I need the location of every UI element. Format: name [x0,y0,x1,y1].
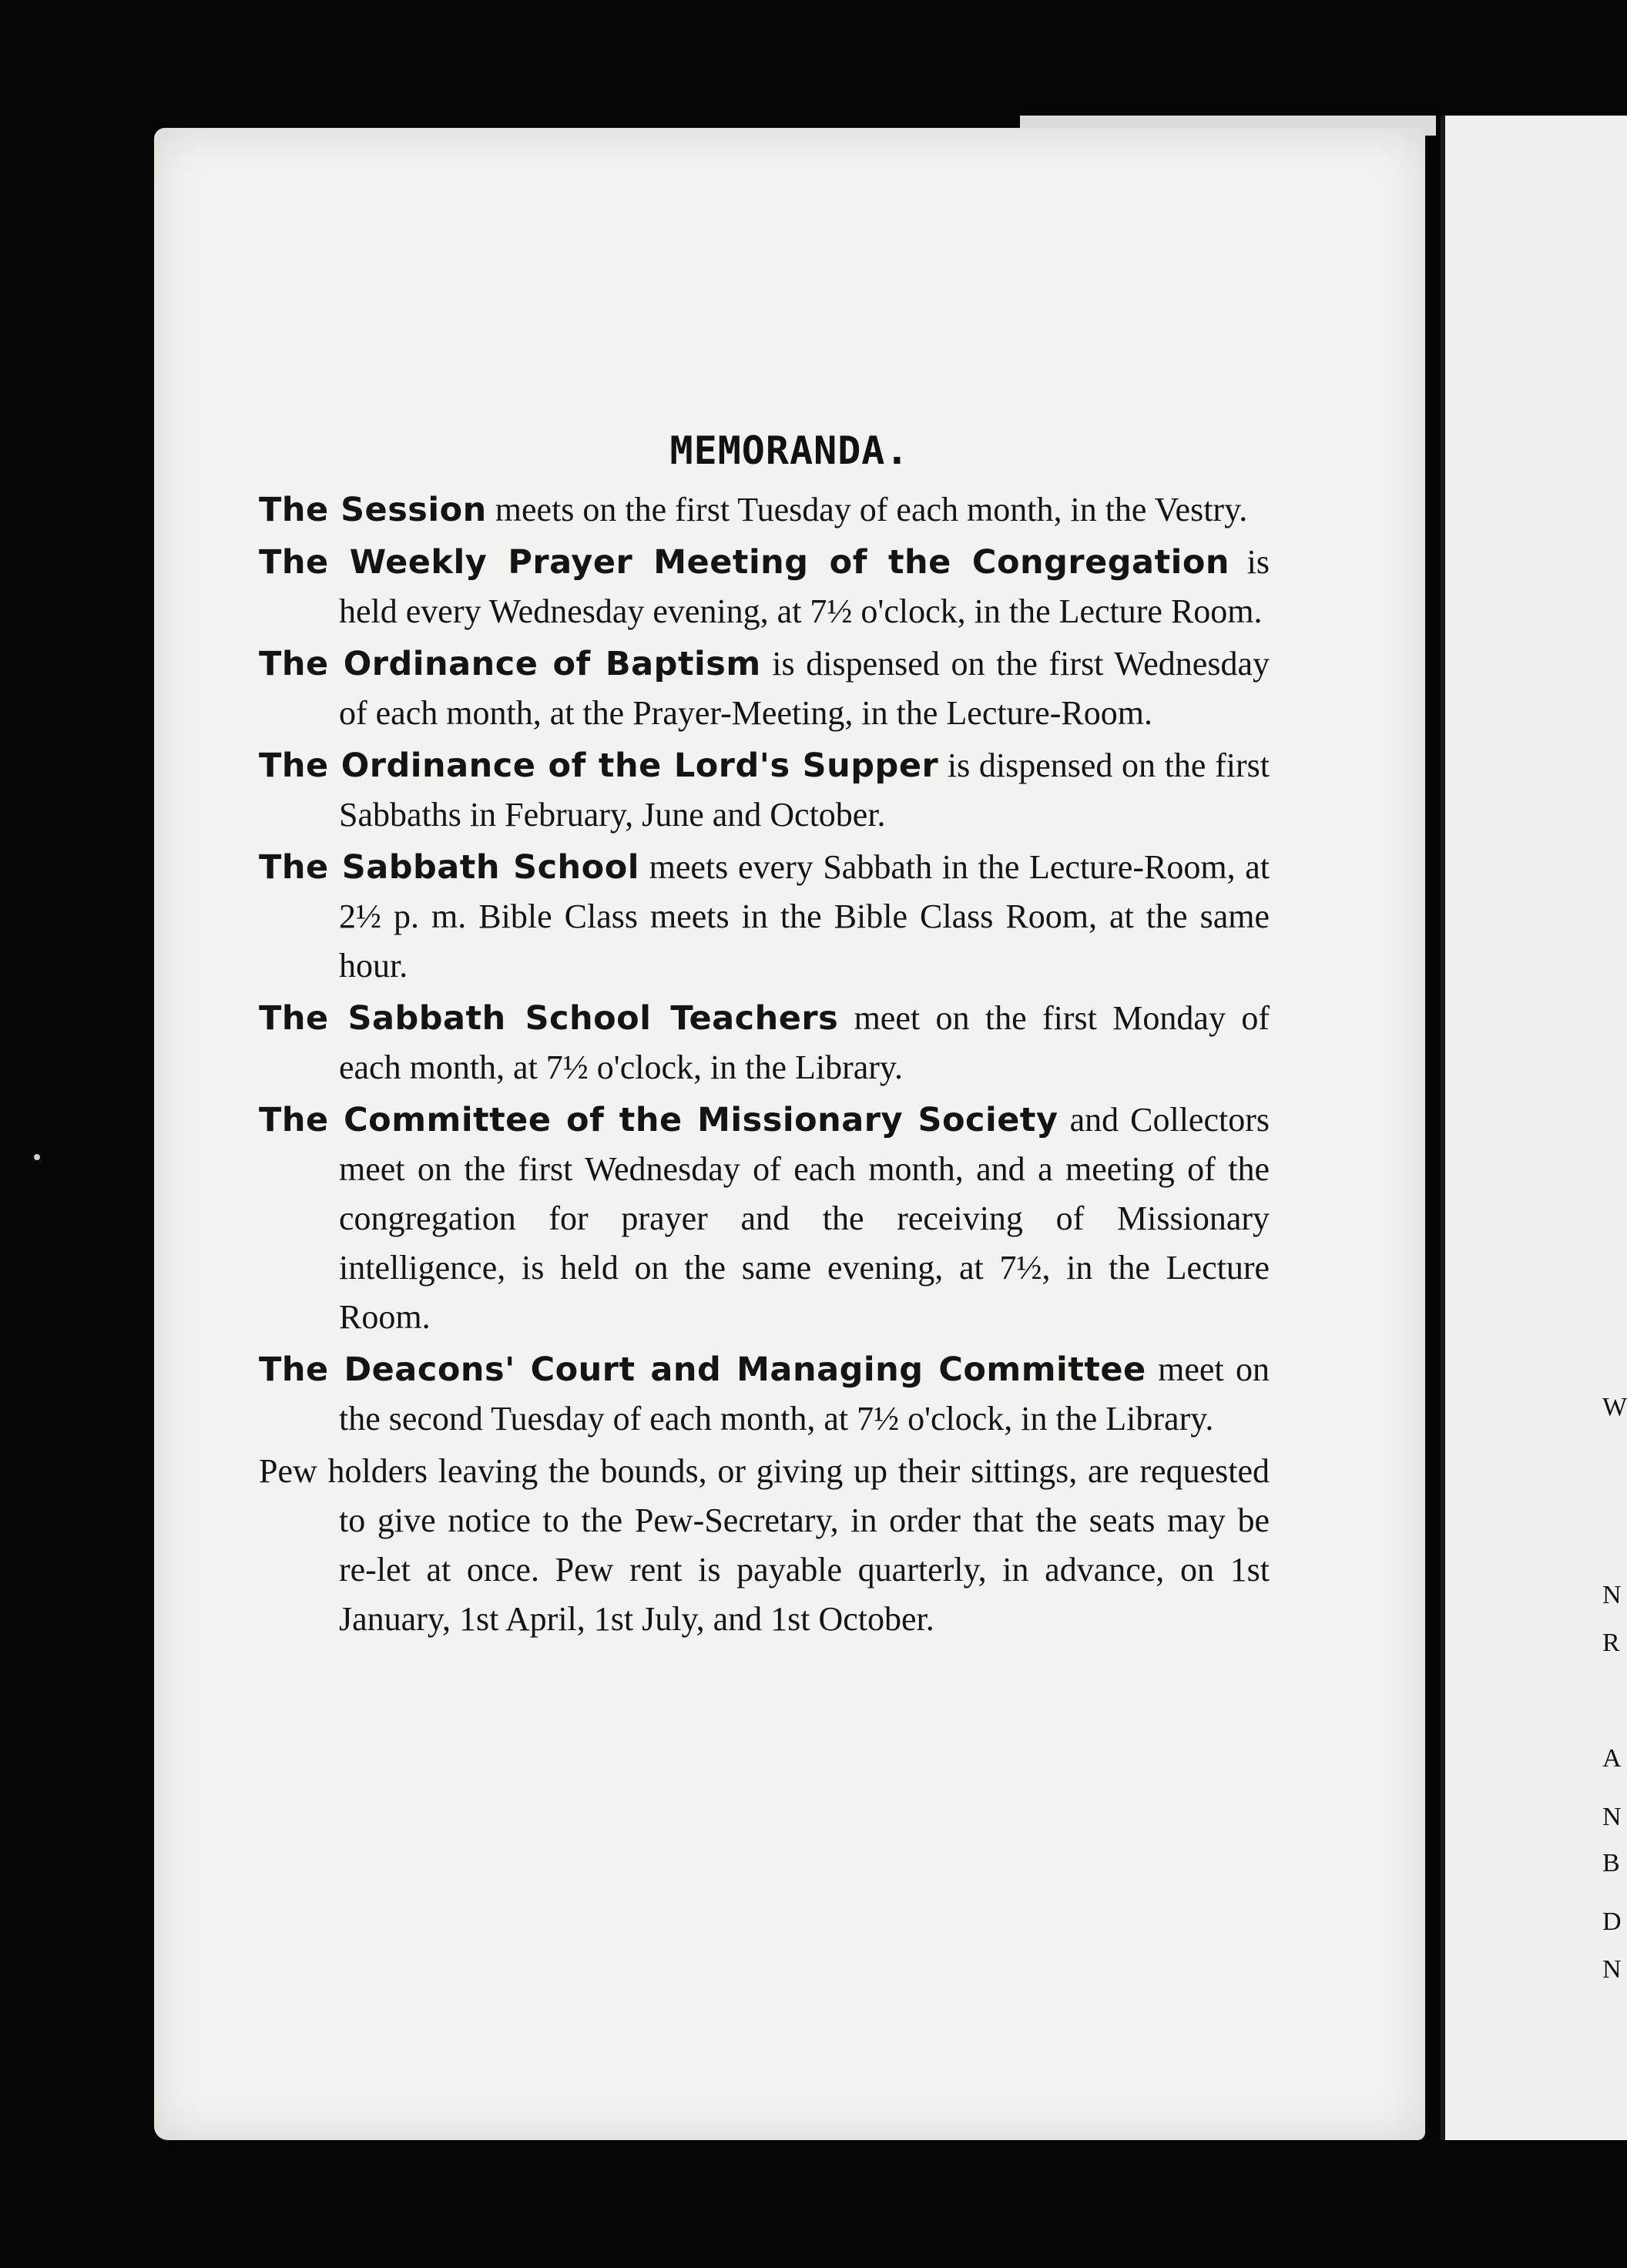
facing-page-letter: R [1602,1629,1620,1657]
memoranda-list [259,485,1270,1647]
facing-page-letter: N [1602,1955,1622,1984]
facing-page-letter: B [1602,1849,1620,1877]
facing-page-letter: W [1602,1393,1627,1421]
entry-text: Pew holders leaving the bounds, or giving up their sittings, are requested to give notice to the Pew-Secretary, in order that the seats may be re-let at once. Pew rent is payable quarterly, in advance, on 1st January, 1st April, 1st July, and 1st October. [259,1452,1270,1638]
entry-heading: The Weekly Prayer Meeting of the Congregation [259,543,1230,582]
entry-heading: The Deacons' Court and Managing Committee [259,1350,1146,1389]
entry-heading: The Committee of the Missionary Society [259,1101,1058,1139]
entry-heading: The Sabbath School Teachers [259,999,839,1038]
entry-text: and Collectors meet on the first Wednesday of each month, and a meeting of the congregation for prayer and the receiving of Missionary intelligence, is held on the same evening, at 7½, in the Lecture Room. [339,1101,1270,1336]
entry-heading: The Sabbath School [259,848,639,887]
entry-text: is dispensed on the first Wednesday of each month, at the Prayer-Meeting, in the Lecture-Room. [339,645,1270,732]
scan-speck [34,1154,40,1160]
memoranda-entry-teachers [259,994,1270,1092]
entry-text: meet on the first Monday of each month, at 7½ o'clock, in the Library. [339,999,1270,1086]
facing-page [1441,116,1627,2140]
facing-page-letter: N [1602,1581,1622,1609]
entry-heading: The Session [259,491,487,529]
facing-page-letter: D [1602,1907,1622,1936]
memoranda-entry-missionary-society [259,1095,1270,1342]
memoranda-entry-lords-supper [259,741,1270,840]
entry-text: meets every Sabbath in the Lecture-Room, at 2½ p. m. Bible Class meets in the Bible Class Room, at the same hour. [339,848,1270,985]
entry-heading: The Ordinance of the Lord's Supper [259,746,939,785]
facing-page-letter: A [1602,1744,1622,1773]
memoranda-entry-prayer-meeting [259,538,1270,636]
memoranda-entry-sabbath-school [259,843,1270,991]
entry-text: meets on the first Tuesday of each month, in the Vestry. [486,491,1248,528]
memoranda-entry-deacons-court [259,1345,1270,1444]
entry-text: is dispensed on the first Sabbaths in February, June and October. [339,746,1270,834]
page-title: MEMORANDA. [669,428,910,473]
entry-text: is held every Wednesday evening, at 7½ o'clock, in the Lecture Room. [339,543,1270,630]
entry-text: meet on the second Tuesday of each month, at 7½ o'clock, in the Library. [339,1350,1270,1438]
memoranda-entry-session [259,485,1270,535]
entry-heading: The Ordinance of Baptism [259,645,761,683]
memoranda-entry-baptism [259,639,1270,738]
document-page [154,128,1425,2140]
facing-page-letter: N [1602,1803,1622,1831]
memoranda-entry-pew-holders [259,1447,1270,1644]
